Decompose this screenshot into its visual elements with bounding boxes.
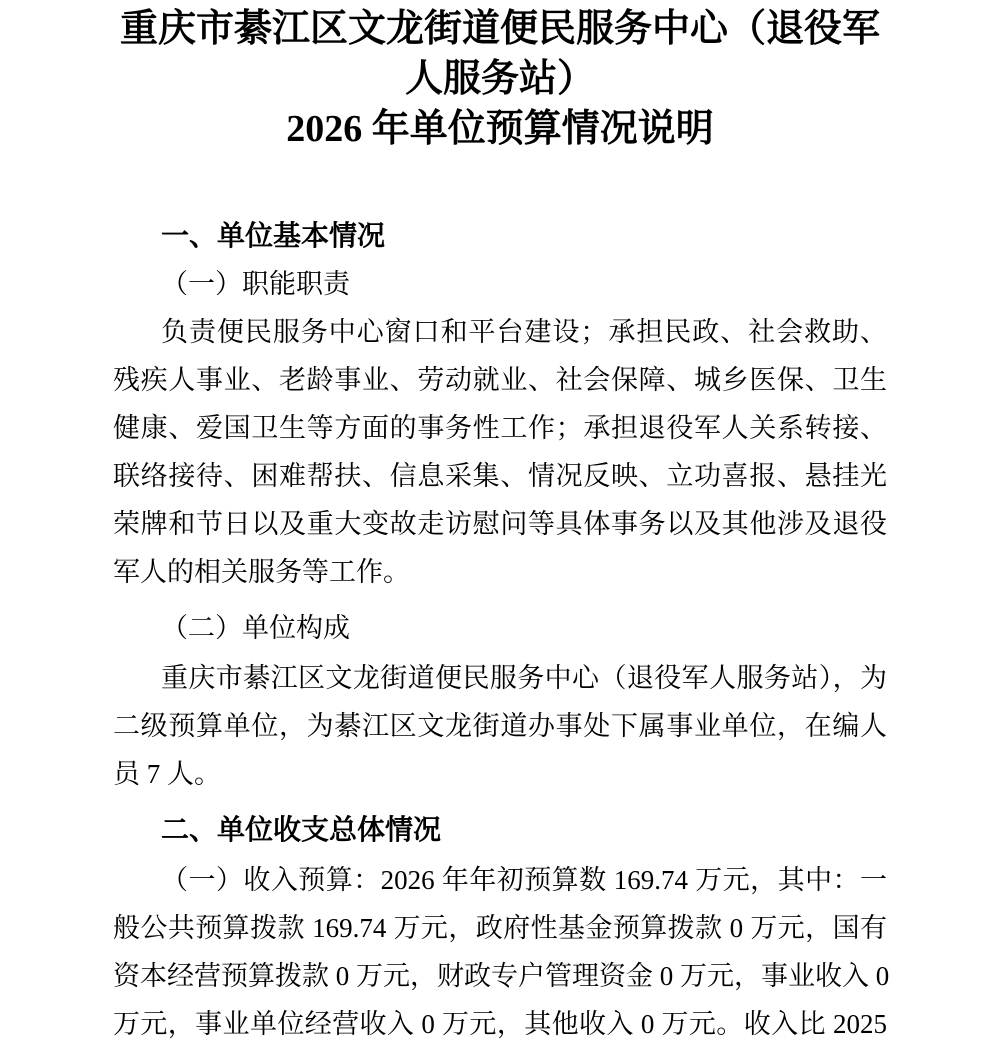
document-title-main: 重庆市綦江区文龙街道便民服务中心（退役军人服务站） bbox=[119, 8, 880, 100]
text-line: 万元，事业单位经营收入 0 万元，其他收入 0 万元。收入比 2025 bbox=[113, 1009, 887, 1039]
subsection-heading-duties: （一）职能职责 bbox=[161, 269, 350, 299]
subsection-heading-composition: （二）单位构成 bbox=[161, 613, 350, 643]
document-title bbox=[113, 4, 887, 154]
text-line: 重庆市綦江区文龙街道便民服务中心（退役军人服务站），为 bbox=[161, 663, 887, 693]
document-title-year-line: 2026 年单位预算情况说明 bbox=[286, 108, 714, 150]
text-line: 员 7 人。 bbox=[113, 759, 221, 789]
text-line: 荣牌和节日以及重大变故走访慰问等具体事务以及其他涉及退役 bbox=[113, 509, 887, 539]
text-line: 健康、爱国卫生等方面的事务性工作；承担退役军人关系转接、 bbox=[113, 413, 887, 443]
section-heading-revenue-expenditure: 二、单位收支总体情况 bbox=[161, 814, 442, 845]
text-line: 联络接待、困难帮扶、信息采集、情况反映、立功喜报、悬挂光 bbox=[113, 461, 887, 491]
text-line: 负责便民服务中心窗口和平台建设；承担民政、社会救助、 bbox=[161, 317, 887, 347]
text-line: （一）收入预算：2026 年年初预算数 169.74 万元，其中：一 bbox=[161, 865, 887, 895]
text-line: 资本经营预算拨款 0 万元，财政专户管理资金 0 万元，事业收入 0 bbox=[113, 961, 890, 991]
paragraph-composition bbox=[113, 654, 887, 798]
paragraph-income-budget bbox=[113, 856, 890, 1048]
text-line: 残疾人事业、老龄事业、劳动就业、社会保障、城乡医保、卫生 bbox=[113, 365, 887, 395]
text-line: 般公共预算拨款 169.74 万元，政府性基金预算拨款 0 万元，国有 bbox=[113, 913, 887, 943]
text-line: 二级预算单位，为綦江区文龙街道办事处下属事业单位，在编人 bbox=[113, 711, 887, 741]
paragraph-duties bbox=[113, 308, 887, 596]
section-heading-basic-info: 一、单位基本情况 bbox=[161, 220, 386, 251]
text-line: 军人的相关服务等工作。 bbox=[113, 557, 410, 587]
